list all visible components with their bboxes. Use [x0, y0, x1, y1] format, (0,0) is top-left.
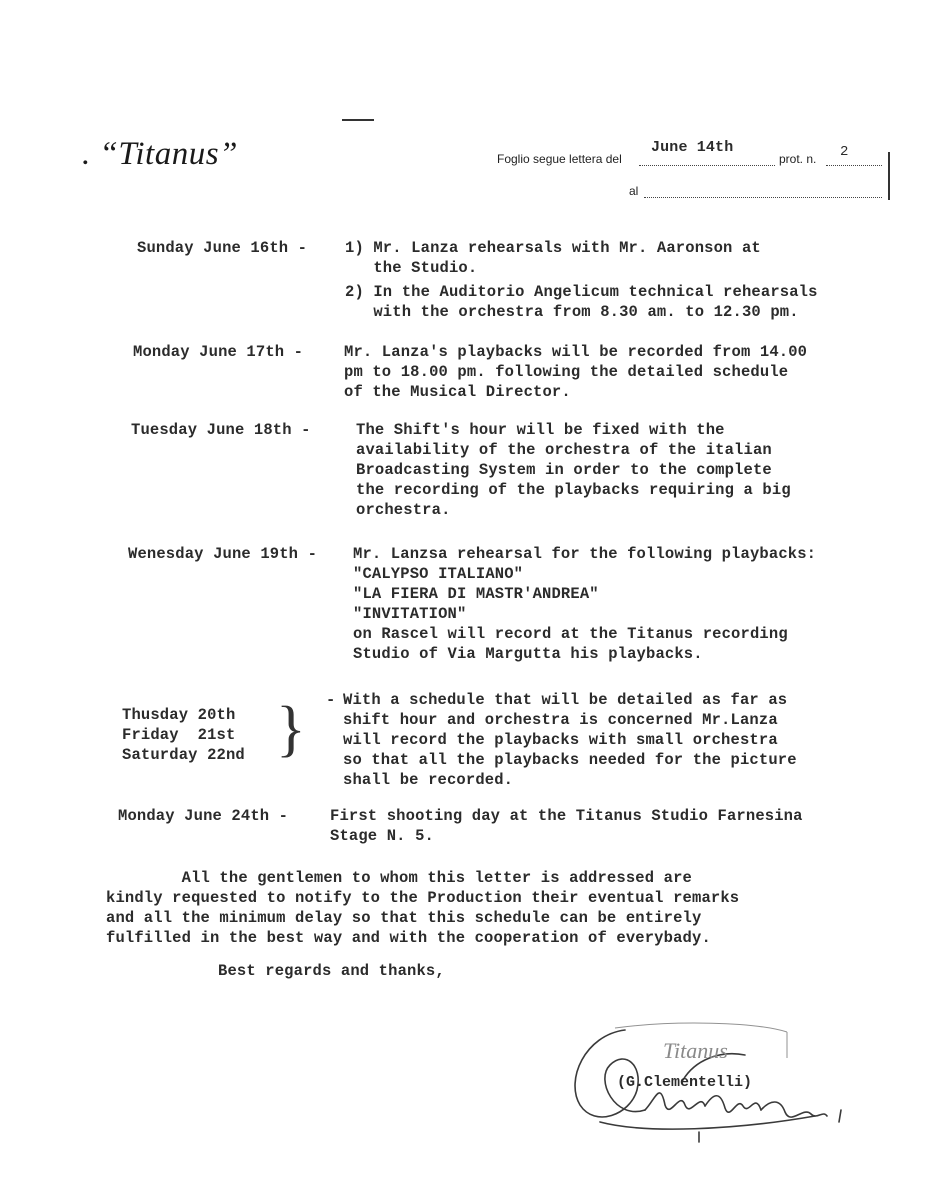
monday-day-label: Monday June 17th -	[133, 343, 304, 361]
day-label: Friday 21st	[122, 726, 236, 744]
text-line: of the Musical Director.	[344, 383, 571, 401]
text-line: 2) In the Auditorio Angelicum technical rehearsals	[345, 283, 818, 301]
text-line: "LA FIERA DI MASTR'ANDREA"	[353, 585, 599, 603]
signature-graphic	[555, 1010, 845, 1150]
text-line: Stage N. 5.	[330, 827, 434, 845]
text-line: orchestra.	[356, 501, 451, 519]
day-label: Saturday 22nd	[122, 746, 245, 764]
prot-label: prot. n.	[779, 152, 817, 166]
wednesday-day-label: Wenesday June 19th -	[128, 545, 318, 563]
closing-paragraph	[106, 868, 739, 948]
sunday-item-2	[345, 282, 818, 322]
text-line: pm to 18.00 pm. following the detailed schedule	[344, 363, 789, 381]
thu-sat-days	[122, 705, 245, 765]
text-line: All the gentlemen to whom this letter is addressed are	[106, 869, 692, 887]
text-line: fulfilled in the best way and with the cooperation of everybady.	[106, 929, 711, 947]
text-line: shall be recorded.	[343, 771, 514, 789]
thu-sat-text	[343, 690, 797, 790]
text-line: "INVITATION"	[353, 605, 467, 623]
text-line: on Rascel will record at the Titanus recording	[353, 625, 788, 643]
day-group-brace: }	[276, 695, 306, 763]
text-line: 1) Mr. Lanza rehearsals with Mr. Aaronson at	[345, 239, 761, 257]
text-line: the recording of the playbacks requiring a big	[356, 481, 791, 499]
stamp-text: Titanus	[663, 1038, 728, 1063]
day-label: Thusday 20th	[122, 706, 236, 724]
thu-sat-dash: -	[326, 691, 336, 709]
wednesday-text	[353, 544, 816, 664]
sunday-item-1	[345, 238, 761, 278]
tuesday-day-label: Tuesday June 18th -	[131, 421, 311, 439]
text-line: will record the playbacks with small orchestra	[343, 731, 778, 749]
date-dotted-line	[639, 164, 775, 166]
tuesday-text	[356, 420, 791, 520]
text-line: Mr. Lanza's playbacks will be recorded from 14.00	[344, 343, 808, 361]
monday24-text	[330, 806, 803, 846]
text-line: The Shift's hour will be fixed with the	[356, 421, 725, 439]
text-line: First shooting day at the Titanus Studio Farnesina	[330, 807, 803, 825]
signatory-name: (G.Clementelli)	[617, 1074, 753, 1091]
closing-regards: Best regards and thanks,	[218, 962, 445, 980]
letter-date: June 14th	[651, 139, 734, 156]
monday-text	[344, 342, 807, 402]
margin-bracket	[888, 152, 890, 200]
text-line: so that all the playbacks needed for the picture	[343, 751, 797, 769]
text-line: availability of the orchestra of the italian	[356, 441, 772, 459]
prot-dotted-line	[826, 164, 882, 166]
text-line: and all the minimum delay so that this schedule can be entirely	[106, 909, 702, 927]
text-line: shift hour and orchestra is concerned Mr.Lanza	[343, 711, 778, 729]
text-line: Mr. Lanzsa rehearsal for the following playbacks:	[353, 545, 817, 563]
al-dotted-line	[644, 196, 882, 198]
text-line: "CALYPSO ITALIANO"	[353, 565, 524, 583]
text-line: Broadcasting System in order to the complete	[356, 461, 772, 479]
foglio-label: Foglio segue lettera del	[497, 152, 622, 166]
text-line: kindly requested to notify to the Production their eventual remarks	[106, 889, 740, 907]
sunday-day-label: Sunday June 16th -	[137, 239, 308, 257]
text-line: the Studio.	[345, 259, 478, 277]
text-line: With a schedule that will be detailed as far as	[343, 691, 788, 709]
page-number: 2	[840, 144, 849, 160]
text-line: with the orchestra from 8.30 am. to 12.30 pm.	[345, 303, 799, 321]
al-label: al	[629, 184, 639, 198]
monday24-day-label: Monday June 24th -	[118, 807, 289, 825]
handwritten-dash	[342, 119, 374, 121]
text-line: Studio of Via Margutta his playbacks.	[353, 645, 703, 663]
titanus-logo: . “Titanus”	[82, 136, 238, 172]
